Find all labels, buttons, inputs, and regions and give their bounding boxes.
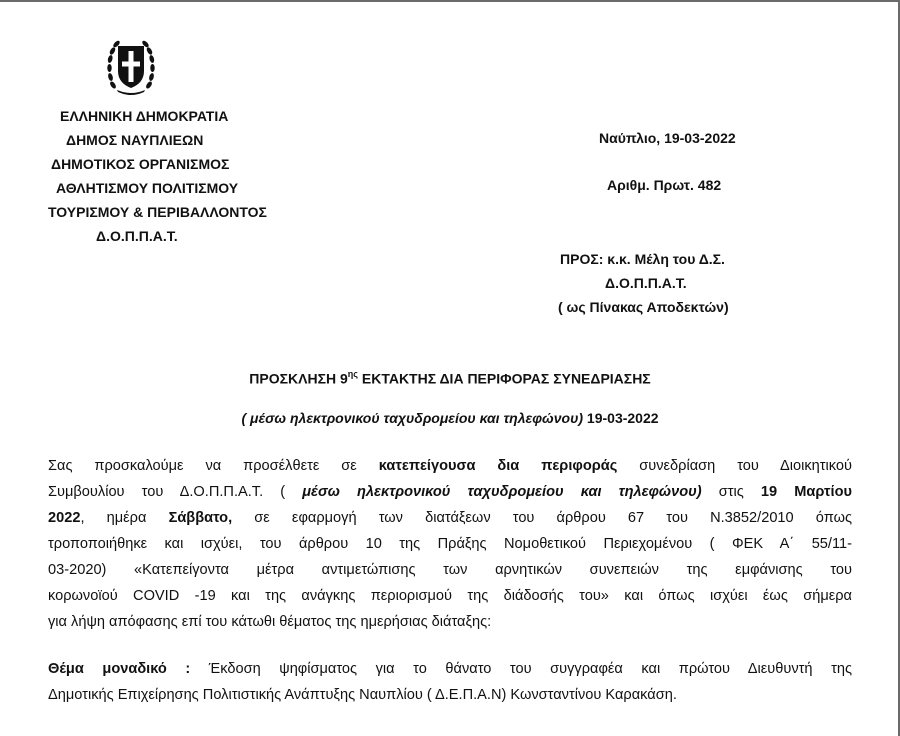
subject-line-2: Δημοτικής Επιχείρησης Πολιτιστικής Ανάπτυξης Ναυπλίου ( Δ.Ε.Π.Α.Ν) Κωνσταντίνου Καρακάση. <box>48 687 677 703</box>
subtitle-date: 19-03-2022 <box>583 410 659 426</box>
body-line-6: κορωνοϊού COVID -19 και της ανάγκης περιορισμού της διάδοσής του» και όπως ισχύει έως σήμερα <box>48 588 852 604</box>
body-text: Συμβουλίου του Δ.Ο.Π.Π.Α.Τ. ( <box>48 484 303 500</box>
subject-text: Έκδοση ψηφίσματος για το θάνατο του συγγραφέα και πρώτου Διευθυντή της <box>190 661 852 677</box>
body-emphasis-urgent: κατεπείγουσα δια περιφοράς <box>378 458 618 474</box>
body-emphasis-method: μέσω ηλεκτρονικού ταχυδρομείου και τηλεφώνου) <box>302 484 702 500</box>
subject-line-1 <box>48 661 852 677</box>
body-line-3 <box>48 510 852 526</box>
recipients-organization: Δ.Ο.Π.Π.Α.Τ. <box>605 275 687 291</box>
title-ordinal-suffix: ης <box>347 369 358 379</box>
protocol-number: Αριθμ. Πρωτ. 482 <box>607 177 722 193</box>
title-text: ΠΡΟΣΚΛΗΣΗ 9 <box>249 370 348 387</box>
document-subtitle <box>0 410 900 426</box>
body-line-2 <box>48 484 852 500</box>
issuer-line-acronym: Δ.Ο.Π.Π.Α.Τ. <box>96 228 178 244</box>
recipients-line: ΠΡΟΣ: κ.κ. Μέλη του Δ.Σ. <box>560 251 725 267</box>
greek-coat-of-arms-icon <box>107 37 155 97</box>
body-line-1 <box>48 458 852 474</box>
body-text: σε εφαρμογή των διατάξεων του άρθρου 67 του Ν.3852/2010 όπως <box>232 510 852 526</box>
body-text: , ημέρα <box>80 510 169 526</box>
issuer-line-sports-culture: ΑΘΛΗΤΙΣΜΟΥ ΠΟΛΙΤΙΣΜΟΥ <box>56 180 239 196</box>
issuer-line-republic: ΕΛΛΗΝΙΚΗ ΔΗΜΟΚΡΑΤΙΑ <box>60 108 229 124</box>
place-and-date: Ναύπλιο, 19-03-2022 <box>599 130 736 146</box>
body-line-5: 03-2020) «Κατεπείγοντα μέτρα αντιμετώπισης των αρνητικών συνεπειών της εμφάνισης του <box>48 562 852 578</box>
body-emphasis-year: 2022 <box>48 510 81 526</box>
subject-label: Θέμα μοναδικό : <box>48 661 191 677</box>
issuer-line-municipality: ΔΗΜΟΣ ΝΑΥΠΛΙΕΩΝ <box>66 132 204 148</box>
title-text-rest: ΕΚΤΑΚΤΗΣ ΔΙΑ ΠΕΡΙΦΟΡΑΣ ΣΥΝΕΔΡΙΑΣΗΣ <box>357 370 651 387</box>
issuer-line-tourism-environment: ΤΟΥΡΙΣΜΟΥ & ΠΕΡΙΒΑΛΛΟΝΤΟΣ <box>48 204 267 220</box>
body-emphasis-date: 19 Μαρτίου <box>760 484 852 500</box>
body-line-4: τροποποιήθηκε και ισχύει, του άρθρου 10 της Πράξης Νομοθετικού Περιεχομένου ( ΦΕΚ Α΄ 55/11- <box>48 536 852 552</box>
recipients-list-note: ( ως Πίνακας Αποδεκτών) <box>558 299 729 315</box>
body-line-7: για λήψη απόφασης επί του κάτωθι θέματος της ημερήσιας διάταξης: <box>48 614 492 630</box>
body-emphasis-day: Σάββατο, <box>168 510 233 526</box>
body-text: στις <box>701 484 761 500</box>
body-text: Σας προσκαλούμε να προσέλθετε σε <box>48 458 379 474</box>
document-title <box>0 370 900 387</box>
subtitle-method: ( μέσω ηλεκτρονικού ταχυδρομείου και τηλεφώνου) <box>241 410 584 426</box>
body-text: συνεδρίαση του Διοικητικού <box>617 458 852 474</box>
issuer-line-organization: ΔΗΜΟΤΙΚΟΣ ΟΡΓΑΝΙΣΜΟΣ <box>51 156 230 172</box>
page-frame-top <box>0 0 900 2</box>
